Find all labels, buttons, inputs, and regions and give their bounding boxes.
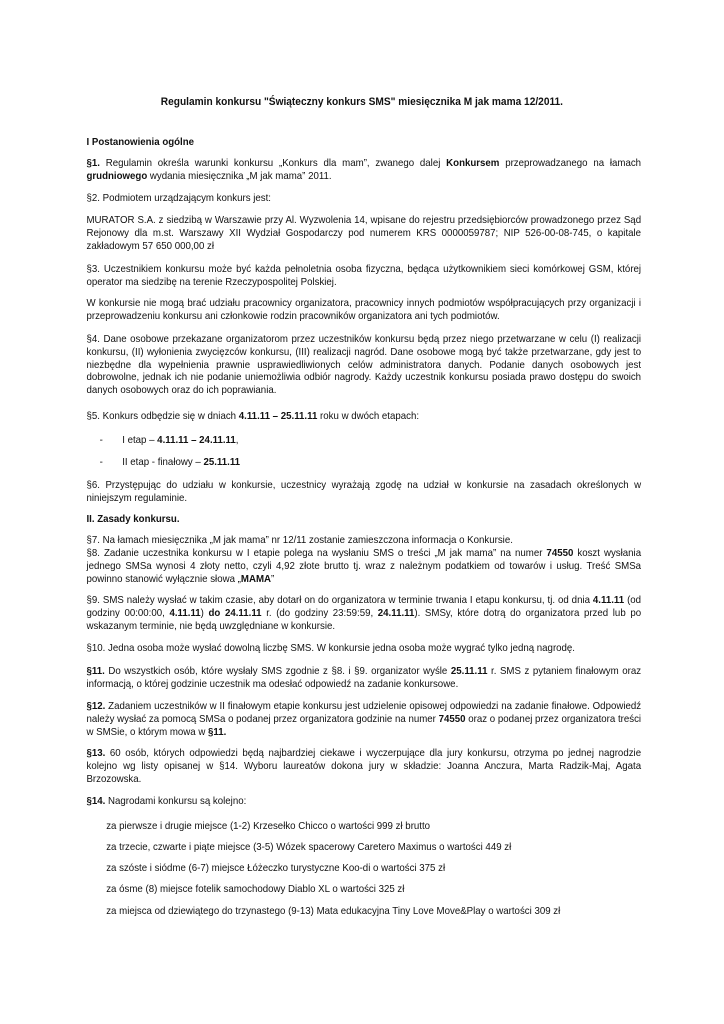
prize-item: za pierwsze i drugie miejsce (1-2) Krzesełko Chicco o wartości 999 zł brutto — [106, 821, 431, 832]
paragraph-9-end-date: do 24.11.11 — [208, 607, 262, 619]
paragraph-9-date-3: 24.11.11 — [377, 607, 415, 619]
list-dash: - — [99, 457, 103, 468]
stage-2-date: 25.11.11 — [203, 457, 241, 468]
paragraph-1-text-3: wydania miesięcznika „M jak mama” 2011. — [147, 170, 332, 182]
paragraph-1-text-2: przeprowadzanego na łamach — [499, 158, 642, 169]
paragraph-14-number: §14. — [86, 796, 106, 807]
paragraph-12-ref: §11. — [208, 726, 227, 738]
paragraph-1-text: Regulamin określa warunki konkursu „Konkurs dla mam”, zwanego dalej — [99, 158, 447, 169]
paragraph-9-date-2: 4.11.11 — [169, 607, 201, 619]
paragraph-9-paren: ) — [200, 607, 209, 619]
paragraph-13 — [86, 748, 641, 786]
stage-1-dates: 4.11.11 – 24.11.11 — [157, 435, 236, 446]
paragraph-3: §3. Uczestnikiem konkursu może być każda pełnoletnia osoba fizyczna, będąca użytkownikiem sieci komórkowej GSM, której operator ma siedzibę na terenie Rzeczypospolitej Polskiej. — [86, 264, 642, 288]
paragraph-8-text-2: koszt wysłania jednego SMSa wynosi 4 złoty netto, czyli 4,92 złote brutto tj. wraz z należnym podatkiem od towarów i usług. Treść SMSa powinno stanowić wyłącznie słowa „ — [86, 548, 642, 585]
section-heading-rules: II. Zasady konkursu. — [86, 514, 180, 525]
paragraph-1-number: §1. — [86, 158, 100, 169]
contest-dates: 4.11.11 – 25.11.11 — [238, 411, 318, 422]
document-title: Regulamin konkursu "Świąteczny konkurs SMS" miesięcznika M jak mama 12/2011. — [160, 96, 564, 108]
paragraph-12-text: Zadaniem uczestników w II finałowym etapie konkursu jest udzielenie opisowej odpowiedzi na zadanie finałowe. Odpowiedź należy wysłać za pomocą SMSa o podanej przez organizatora godzinie na numer — [86, 701, 642, 725]
paragraph-11-text-2: r. SMS z pytaniem finałowym oraz informacją, o której godzinie uczestnik ma odesłać odpowiedź na zadanie konkursowe. — [86, 666, 642, 690]
stage-2-item — [100, 457, 626, 470]
sms-keyword: MAMA — [240, 573, 271, 585]
paragraph-4: §4. Dane osobowe przekazane organizatorom przez uczestników konkursu będą przez niego przetwarzane w celu (I) realizacji konkursu, (II) wyłonienia zwycięzców konkursu, (III) realizacji nagród. Dane osobowe mogą być także przetwarzane, gdy jest to niezbędne dla wypełnienia prawnie usprawiedliwionych celów administratora danych. Podanie danych osobowych jest dobrowolne, jednak ich nie podanie uniemożliwia odbiór nagrody. Każdy uczestnik konkursu posiada prawo dostępu do swoich danych osobowych oraz do ich poprawiania. — [86, 334, 642, 397]
paragraph-9-text-2: (od godziny 00:00:00, — [86, 595, 642, 619]
paragraph-8-text: §8. Zadanie uczestnika konkursu w I etapie polega na wysłaniu SMS o treści „M jak mama” na numer — [86, 548, 547, 559]
paragraph-9-date: 4.11.11 — [592, 595, 625, 606]
paragraph-5-text: §5. Konkurs odbędzie się w dniach — [86, 411, 239, 422]
paragraph-11-text: Do wszystkich osób, które wysłały SMS zgodnie z §8. i §9. organizator wyśle — [104, 666, 451, 677]
prize-item: za trzecie, czwarte i piąte miejsce (3-5) Wózek spacerowy Caretero Maximus o wartości 449 zł — [106, 842, 512, 853]
stage-1-comma: , — [235, 435, 239, 446]
stage-2-label: II etap - finałowy – — [122, 457, 204, 468]
paragraph-1-bold-term: Konkursem — [446, 158, 500, 169]
paragraph-11 — [86, 666, 641, 692]
paragraph-13-number: §13. — [86, 748, 106, 759]
sms-number-final: 74550 — [438, 713, 466, 725]
section-heading-general: I Postanowienia ogólne — [86, 137, 195, 148]
paragraph-7: §7. Na łamach miesięcznika „M jak mama” nr 12/11 zostanie zamieszczona informacja o Konkursie. — [86, 535, 513, 546]
prize-item: za miejsca od dziewiątego do trzynastego (9-13) Mata edukacyjna Tiny Love Move&Play o wartości 309 zł — [106, 906, 561, 917]
paragraph-1-bold-issue: grudniowego — [86, 170, 148, 182]
paragraph-3-exclusions: W konkursie nie mogą brać udziału pracownicy organizatora, pracownicy innych podmiotów współpracujących przy organizacji i przeprowadzeniu konkursu ani członkowie rodzin pracowników organizatora ani tych podmiotów. — [86, 298, 642, 322]
prize-item: za ósme (8) miejsce fotelik samochodowy Diablo XL o wartości 325 zł — [106, 884, 405, 895]
paragraph-9-text-4: ). SMSy, które dotrą do organizatora przed lub po wskazanym terminie, nie będą uwzględniane w konkursie. — [86, 607, 642, 632]
paragraph-10: §10. Jedna osoba może wysłać dowolną liczbę SMS. W konkursie jedna osoba może wygrać tylko jedną nagrodę. — [86, 643, 576, 654]
prize-item: za szóste i siódme (6-7) miejsce Łóżeczko turystyczne Koo-di o wartości 375 zł — [106, 863, 446, 874]
paragraph-12-number: §12. — [86, 701, 106, 712]
paragraph-12 — [86, 701, 641, 739]
paragraph-8 — [86, 548, 641, 586]
organizer-details: MURATOR S.A. z siedzibą w Warszawie przy Al. Wyzwolenia 14, wpisane do rejestru przedsiębiorców prowadzonego przez Sąd Rejonowy dla m.st. Warszawy XII Wydział Gospodarczy pod numerem KRS 0000059787; NIP 526-00-08-745, o kapitale zakładowym 57 650 000,00 zł — [86, 215, 642, 252]
paragraph-6: §6. Przystępując do udziału w konkursie, uczestnicy wyrażają zgodę na udział w konkursie na zasadach określonych w niniejszym regulaminie. — [86, 480, 642, 504]
paragraph-1 — [86, 158, 641, 184]
paragraph-12-text-2: oraz o podanej przez organizatora treści w SMSie, o którym mowa w — [86, 713, 642, 738]
paragraph-11-number: §11. — [86, 666, 105, 677]
paragraph-14-text: Nagrodami konkursu są kolejno: — [105, 796, 247, 807]
paragraph-2: §2. Podmiotem urządzającym konkurs jest: — [86, 193, 271, 204]
final-date: 25.11.11 — [450, 666, 488, 677]
paragraph-9-text-3: r. (do godziny 23:59:59, — [261, 607, 378, 619]
stage-1-label: I etap – — [122, 435, 158, 446]
stage-1-item — [100, 435, 626, 448]
paragraph-13-text: 60 osób, których odpowiedzi będą najbardziej ciekawe i wyczerpujące dla jury konkursu, otrzyma po jednej nagrodzie kolejno wg listy opisanej w §14. Wyboru laureatów dokona jury w składzie: Joanna Anczura, Marta Radzik-Maj, Agata Brzozowska. — [86, 748, 642, 785]
paragraph-9 — [86, 595, 641, 633]
paragraph-5 — [86, 411, 641, 424]
paragraph-9-text: §9. SMS należy wysłać w takim czasie, aby dotarł on do organizatora w terminie trwania I etapu konkursu, tj. od dnia — [86, 595, 593, 606]
paragraph-14 — [86, 796, 641, 809]
paragraph-5-text-2: roku w dwóch etapach: — [317, 411, 420, 422]
list-dash: - — [99, 435, 103, 446]
sms-number: 74550 — [546, 548, 574, 559]
paragraph-8-quote: ” — [270, 573, 275, 585]
